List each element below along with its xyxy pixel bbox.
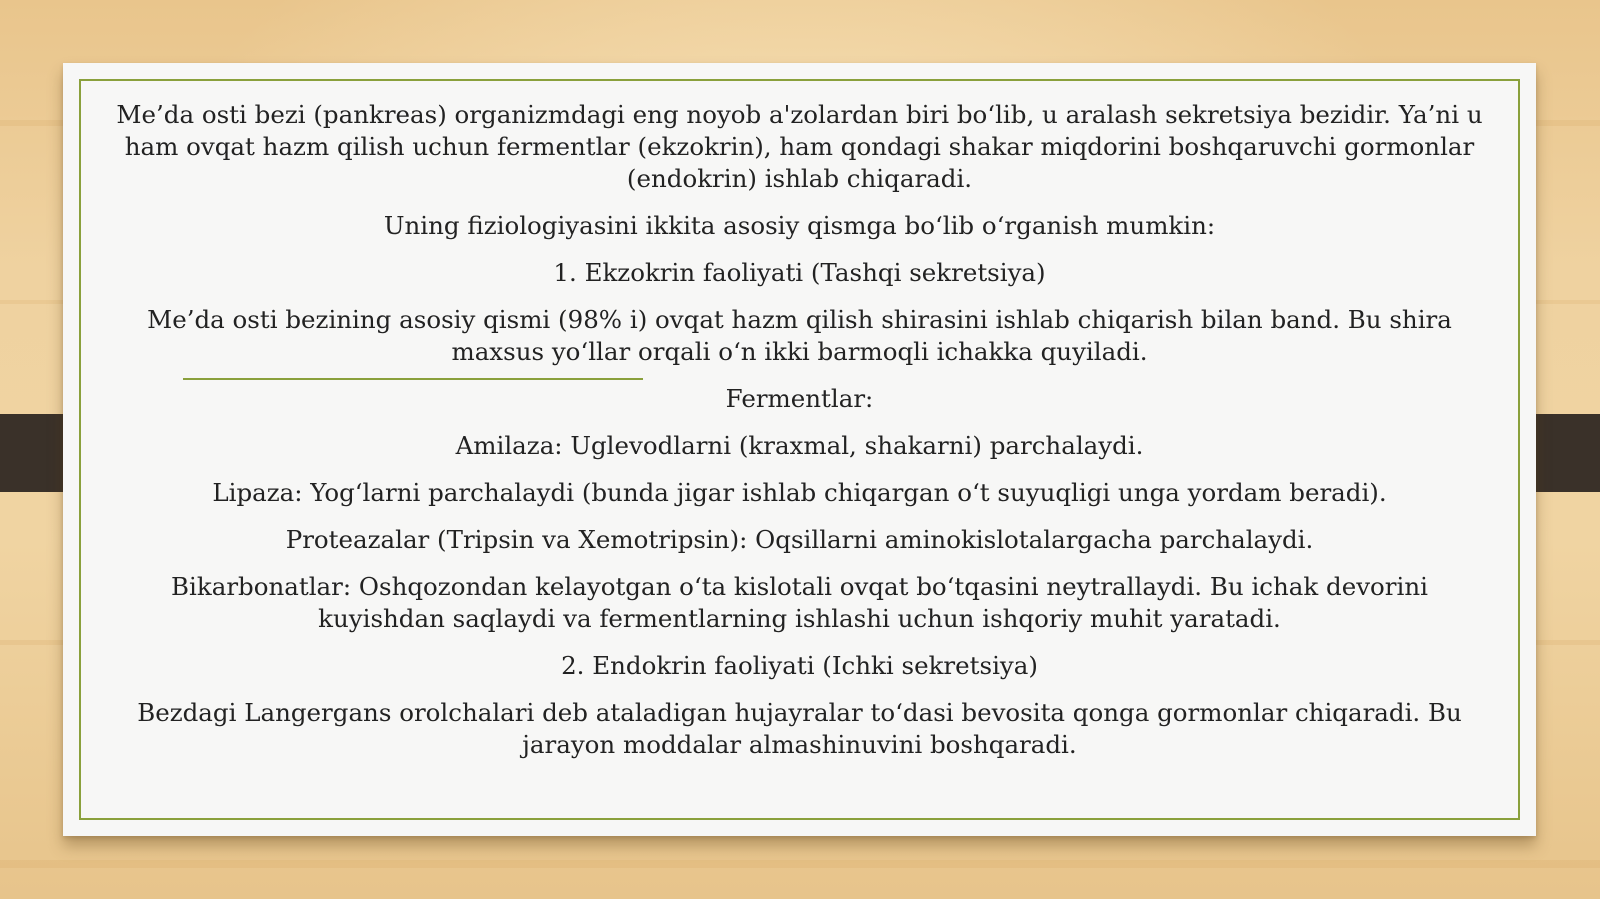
slide-content [111,99,1488,776]
endocrine-paragraph: Bezdagi Langergans orolchalari deb ataladigan hujayralar to‘dasi bevosita qonga gormonlar chiqaradi. Bu jarayon moddalar almashinuvini boshqaradi. [137,698,1462,759]
intro-paragraph: Me’da osti bezi (pankreas) organizmdagi eng noyob a'zolardan biri bo‘lib, u aralash sekretsiya bezidir. Ya’ni u ham ovqat hazm qilish uchun fermentlar (ekzokrin), ham qondagi shakar miqdorini boshqaruvchi gormonlar (endokrin) ishlab chiqaradi. [116,100,1483,193]
slide-card [63,63,1536,836]
endocrine-heading: 2. Endokrin faoliyati (Ichki sekretsiya) [561,651,1038,680]
enzymes-heading: Fermentlar: [725,384,874,413]
amylase-line: Amilaza: Uglevodlarni (kraxmal, shakarni) parchalaydi. [455,431,1144,460]
wood-grain-streak [0,860,1600,868]
study-parts-line: Uning fiziologiyasini ikkita asosiy qismga bo‘lib o‘rganish mumkin: [383,211,1216,240]
protease-line: Proteazalar (Tripsin va Xemotripsin): Oqsillarni aminokislotalargacha parchalaydi. [285,525,1314,554]
exocrine-heading: 1. Ekzokrin faoliyati (Tashqi sekretsiya) [553,258,1046,287]
lipase-line: Lipaza: Yog‘larni parchalaydi (bunda jigar ishlab chiqargan o‘t suyuqligi unga yordam beradi). [212,478,1387,507]
exocrine-paragraph: Me’da osti bezining asosiy qismi (98% i) ovqat hazm qilish shirasini ishlab chiqarish bilan band. Bu shira maxsus yo‘llar orqali o‘n ikki barmoqli ichakka quyiladi. [147,305,1452,366]
bicarbonate-paragraph: Bikarbonatlar: Oshqozondan kelayotgan o‘ta kislotali ovqat bo‘tqasini neytrallaydi. Bu ichak devorini kuyishdan saqlaydi va fermentlarning ishlashi uchun ishqoriy muhit yaratadi. [171,572,1428,633]
